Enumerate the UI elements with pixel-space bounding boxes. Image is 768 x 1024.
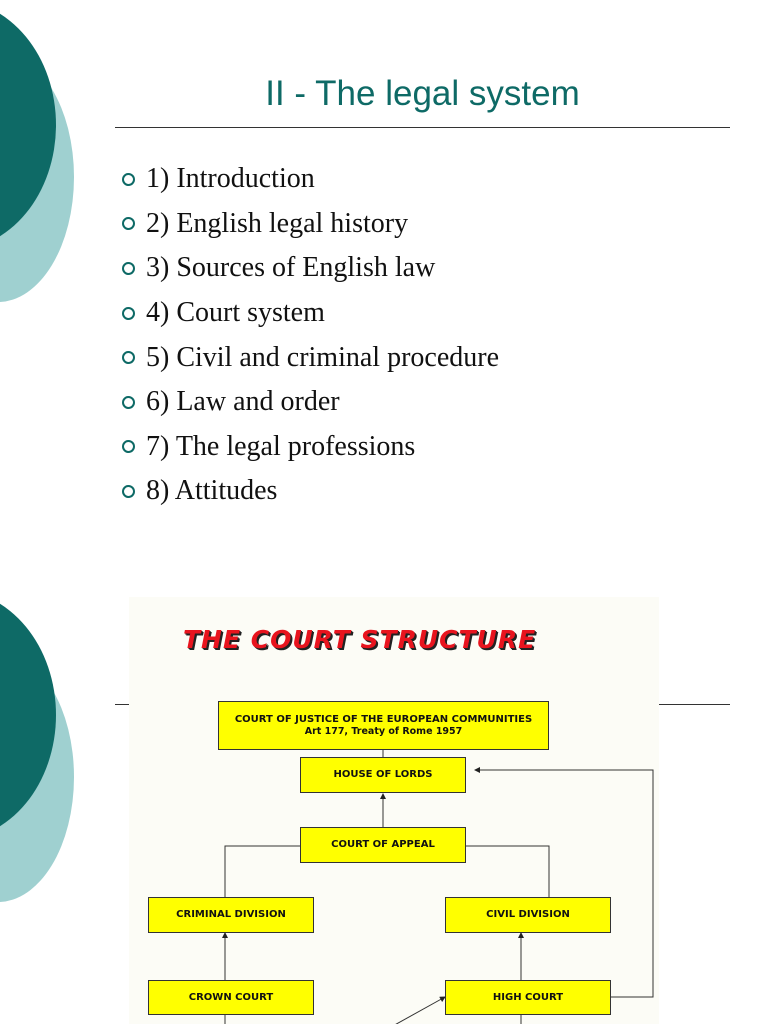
slide-2: [0, 512, 768, 1024]
list-item: 2) English legal history: [122, 202, 499, 247]
bullet-circle-icon: [122, 307, 135, 320]
box-court-of-appeal: COURT OF APPEAL: [300, 827, 466, 863]
bullet-circle-icon: [122, 396, 135, 409]
bullet-circle-icon: [122, 485, 135, 498]
bullet-circle-icon: [122, 440, 135, 453]
title-divider-right: [659, 704, 730, 705]
connector-lines: [129, 597, 659, 1024]
list-item: 8) Attitudes: [122, 469, 499, 512]
box-criminal-division: CRIMINAL DIVISION: [148, 897, 314, 933]
box-civil-division: CIVIL DIVISION: [445, 897, 611, 933]
bullet-circle-icon: [122, 351, 135, 364]
connector-appeal-civil: [466, 846, 549, 897]
connector-appeal-criminal: [225, 846, 300, 897]
title-divider-left: [115, 704, 129, 705]
slide-title: II - The legal system: [265, 74, 580, 113]
topic-list: [122, 157, 499, 512]
box-high-court: HIGH COURT: [445, 980, 611, 1015]
list-item: 4) Court system: [122, 291, 499, 336]
list-item: 5) Civil and criminal procedure: [122, 335, 499, 380]
diagram-title: THE COURT STRUCTURE: [183, 625, 537, 654]
bullet-circle-icon: [122, 217, 135, 230]
box-european-court: COURT OF JUSTICE OF THE EUROPEAN COMMUNITIES Art 177, Treaty of Rome 1957: [218, 701, 549, 750]
list-item: 3) Sources of English law: [122, 246, 499, 291]
bullet-circle-icon: [122, 262, 135, 275]
court-structure-diagram: [129, 597, 659, 1024]
bullet-circle-icon: [122, 173, 135, 186]
list-item: 1) Introduction: [122, 157, 499, 202]
list-item: 6) Law and order: [122, 380, 499, 425]
title-divider: [115, 127, 730, 128]
box-crown-court: CROWN COURT: [148, 980, 314, 1015]
connector-high-lords: [475, 770, 653, 997]
box-house-of-lords: HOUSE OF LORDS: [300, 757, 466, 793]
list-item: 7) The legal professions: [122, 425, 499, 470]
connector-into-high: [391, 997, 445, 1024]
